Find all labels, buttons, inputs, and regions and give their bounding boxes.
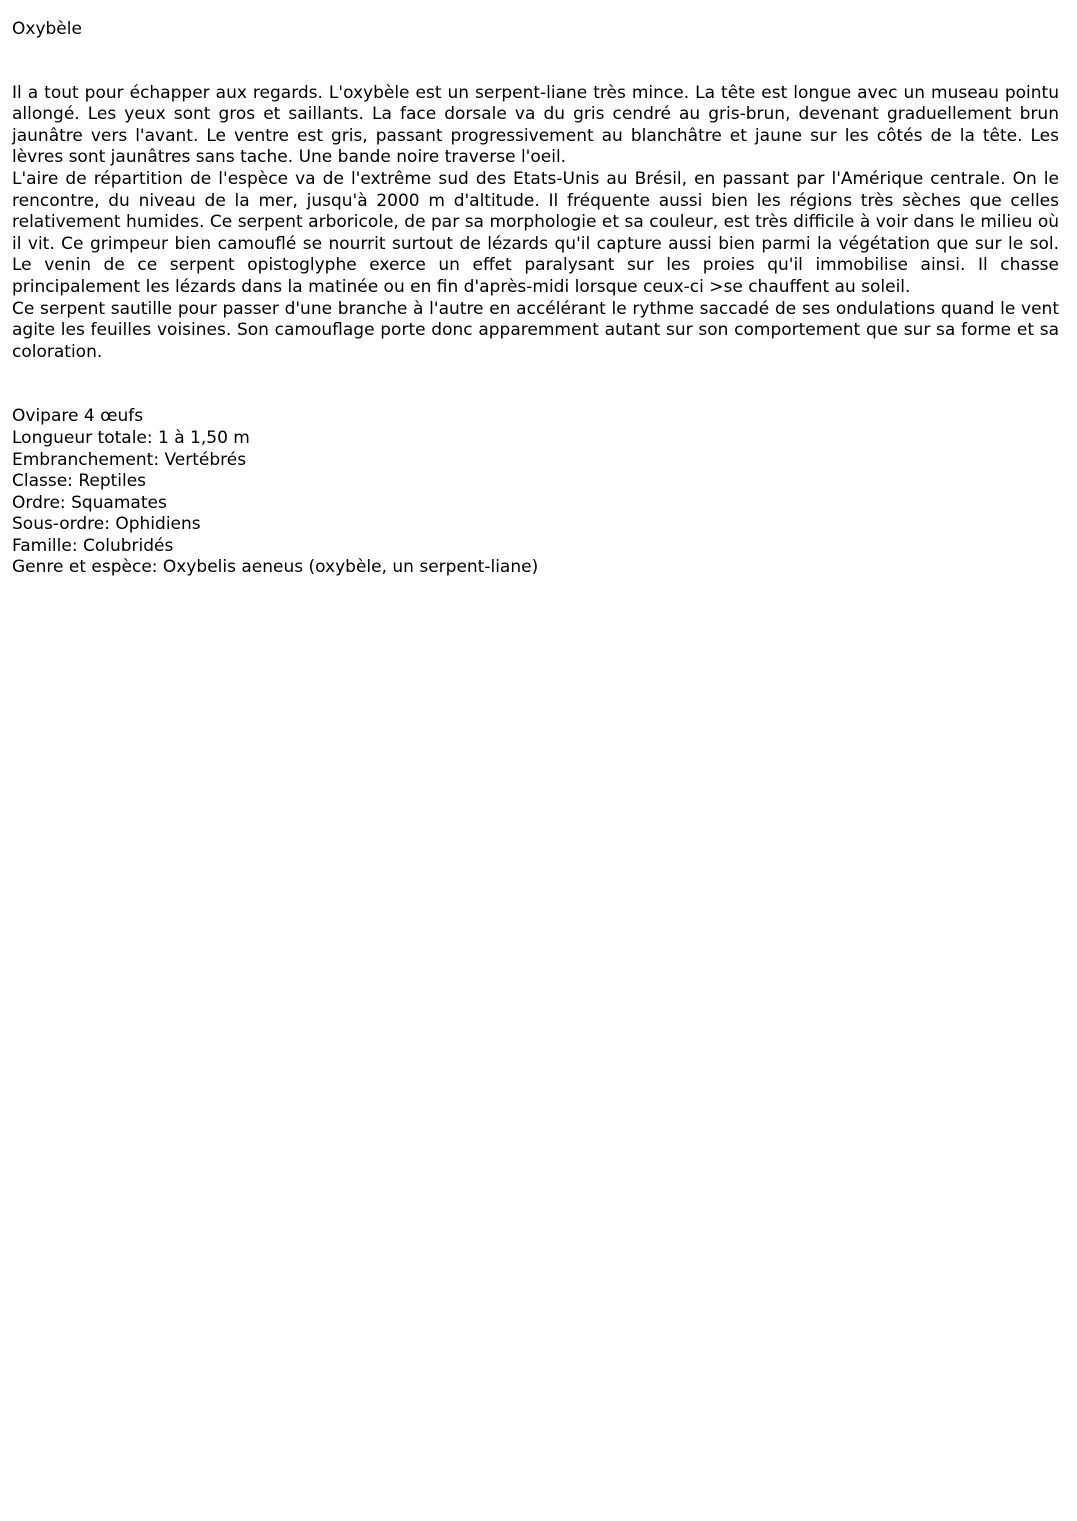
fact-length: Longueur totale: 1 à 1,50 m [12, 427, 250, 448]
fact-class: Classe: Reptiles [12, 471, 147, 492]
fact-species: Genre et espèce: Oxybelis aeneus (oxybèle, un serpent-liane) [12, 557, 539, 578]
paragraph-description: Il a tout pour échapper aux regards. L'oxybèle est un serpent-liane très mince. La tête est longue avec un museau pointu allongé. Les yeux sont gros et saillants. La face dorsale va du gris cendré au gris-brun, devenant graduellement brun jaunâtre vers l'avant. Le ventre est gris, passant progressivement au blanchâtre et jaune sur les côtés de la tête. Les lèvres sont jaunâtres sans tache. Une bande noire traverse l'oeil. [12, 82, 1059, 168]
document-page [12, 19, 1059, 596]
paragraph-distribution: L'aire de répartition de l'espèce va de l'extrême sud des Etats-Unis au Brésil, en passant par l'Amérique centrale. On le rencontre, du niveau de la mer, jusqu'à 2000 m d'altitude. Il fréquente aussi bien les régions très sèches que celles relativement humides. Ce serpent arboricole, de par sa morphologie et sa couleur, est très difficile à voir dans le milieu où il vit. Ce grimpeur bien camouflé se nourrit surtout de lézards qu'il capture aussi bien parmi la végétation que sur le sol. Le venin de ce serpent opistoglyphe exerce un effet paralysant sur les proies qu'il immobilise ainsi. Il chasse principalement les lézards dans la matinée ou en fin d'après-midi lorsque ceux-ci >se chauffent au soleil. [12, 168, 1059, 297]
fact-family: Famille: Colubridés [12, 535, 174, 556]
fact-phylum: Embranchement: Vertébrés [12, 449, 247, 470]
document-title: Oxybèle [12, 19, 82, 39]
fact-order: Ordre: Squamates [12, 492, 167, 513]
fact-reproduction: Ovipare 4 œufs [12, 406, 144, 427]
facts-list [12, 406, 1059, 579]
paragraph-behavior: Ce serpent sautille pour passer d'une branche à l'autre en accélérant le rythme saccadé de ses ondulations quand le vent agite les feuilles voisines. Son camouflage porte donc apparemment autant sur son comportement que sur sa forme et sa coloration. [12, 298, 1059, 362]
document-body [12, 83, 1059, 364]
fact-suborder: Sous-ordre: Ophidiens [12, 514, 201, 535]
